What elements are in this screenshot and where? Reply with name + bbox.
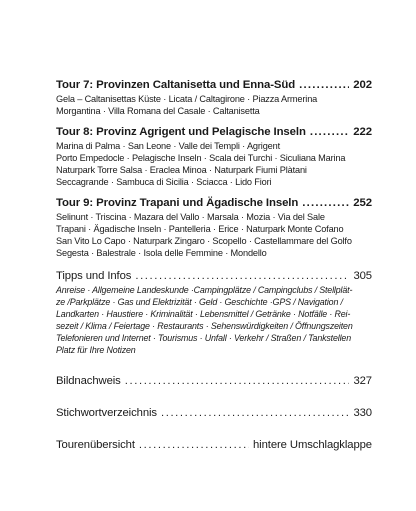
places-line: Trapani · Ägadische Inseln · Pantelleria · Erice · Naturpark Monte Cofano bbox=[56, 223, 344, 234]
places-line: Seccagrande · Sambuca di Sicilia · Sciacca · Lido Fiori bbox=[56, 177, 272, 188]
dot-leader bbox=[161, 406, 349, 421]
topics-line: sezeit / Klima / Feiertage · Restaurants · Sehenswürdigkeiten / Öffnungszeiten bbox=[56, 320, 353, 331]
toc-heading bbox=[56, 269, 372, 284]
toc-title: Bildnachweis bbox=[56, 374, 121, 387]
topics-line: ze /Parkplätze · Gas und Elektrizität · Geld · Geschichte ·GPS / Navigation / bbox=[56, 296, 343, 307]
page-number: 222 bbox=[353, 126, 372, 139]
toc-places bbox=[56, 140, 372, 188]
dot-leader bbox=[135, 269, 349, 284]
page-number: 305 bbox=[353, 269, 372, 282]
page-number: hintere Umschlagklappe bbox=[253, 438, 372, 451]
places-line: Porto Empedocle · Pelagische Inseln · Scala dei Turchi · Siculiana Marina bbox=[56, 153, 346, 164]
toc-entry-tour-8 bbox=[56, 125, 372, 188]
topics-line: Platz für Ihre Notizen bbox=[56, 344, 136, 355]
toc-heading bbox=[56, 196, 372, 211]
dot-leader bbox=[299, 78, 349, 93]
dot-leader bbox=[310, 125, 349, 140]
places-line: Marina di Palma · San Leone · Valle dei Templi · Agrigent bbox=[56, 141, 280, 152]
table-of-contents bbox=[56, 78, 372, 453]
dot-leader bbox=[302, 196, 349, 211]
places-line: Gela – Caltanisettas Küste · Licata / Caltagirone · Piazza Armerina bbox=[56, 94, 318, 104]
toc-entry-bildnachweis bbox=[56, 374, 372, 389]
dot-leader bbox=[139, 438, 249, 453]
dot-leader bbox=[125, 374, 350, 389]
toc-heading bbox=[56, 125, 372, 140]
toc-entry-tourenuebersicht bbox=[56, 438, 372, 453]
places-line: San Vito Lo Capo · Naturpark Zingaro · Scopello · Castellammare del Golfo bbox=[56, 235, 352, 246]
toc-title: Tour 8: Provinz Agrigent und Pelagische Inseln bbox=[56, 126, 306, 139]
toc-heading bbox=[56, 406, 372, 421]
topics-line: Landkarten · Haustiere · Kriminalität · Lebensmittel / Getränke · Notfälle · Rei- bbox=[56, 308, 351, 319]
toc-entry-tour-7 bbox=[56, 78, 372, 117]
places-line: Naturpark Torre Salsa · Eraclea Minoa · Naturpark Fiumi Plàtani bbox=[56, 165, 307, 176]
topics-line: Anreise · Allgemeine Landeskunde ·Campingplätze / Campingclubs / Stellplät- bbox=[56, 284, 353, 295]
toc-title: Tour 9: Provinz Trapani und Ägadische Inseln bbox=[56, 196, 299, 209]
page-number: 330 bbox=[353, 406, 372, 419]
toc-places bbox=[56, 211, 372, 259]
topics-line: Telefonieren und Internet · Tourismus · Unfall · Verkehr / Straßen / Tankstellen bbox=[56, 332, 351, 343]
toc-entry-tipps bbox=[56, 269, 372, 356]
toc-places bbox=[56, 93, 372, 117]
toc-title: Tipps und Infos bbox=[56, 269, 132, 282]
toc-heading bbox=[56, 78, 372, 93]
toc-title: Tourenübersicht bbox=[56, 438, 135, 451]
places-line: Morgantina · Villa Romana del Casale · Caltanisetta bbox=[56, 106, 260, 117]
toc-topics bbox=[56, 284, 372, 356]
toc-entry-tour-9 bbox=[56, 196, 372, 259]
toc-title: Tour 7: Provinzen Caltanisetta und Enna-Süd bbox=[56, 79, 296, 91]
places-line: Selinunt · Triscina · Mazara del Vallo · Marsala · Mozia · Via del Sale bbox=[56, 211, 325, 222]
toc-entry-stichwortverzeichnis bbox=[56, 406, 372, 421]
places-line: Segesta · Balestrale · Isola delle Femmine · Mondello bbox=[56, 247, 267, 258]
page-number: 252 bbox=[353, 196, 372, 209]
page-number: 202 bbox=[353, 79, 372, 91]
toc-heading bbox=[56, 438, 372, 453]
page-number: 327 bbox=[353, 374, 372, 387]
toc-title: Stichwortverzeichnis bbox=[56, 406, 157, 419]
toc-heading bbox=[56, 374, 372, 389]
